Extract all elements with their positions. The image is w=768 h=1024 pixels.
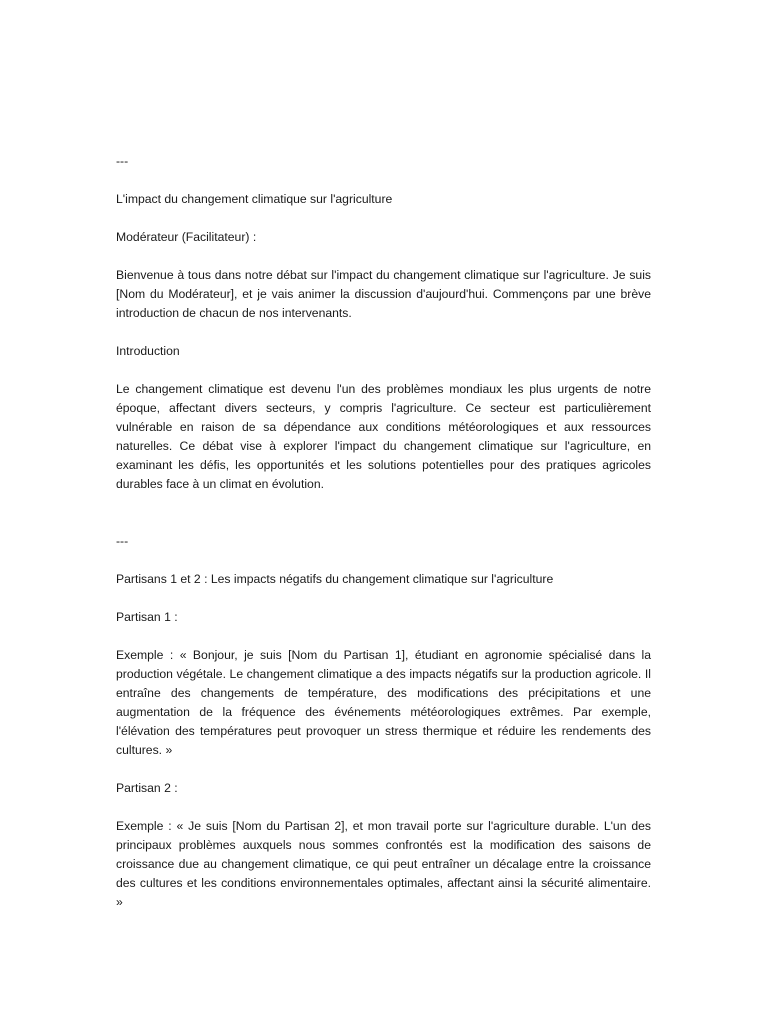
- partisan-2-heading: Partisan 2 :: [116, 781, 178, 795]
- partisan-1-heading: Partisan 1 :: [116, 610, 178, 624]
- document-title: L'impact du changement climatique sur l'agriculture: [116, 192, 393, 206]
- separator-2: ---: [116, 534, 129, 548]
- partisans-heading: Partisans 1 et 2 : Les impacts négatifs du changement climatique sur l'agriculture: [116, 572, 554, 586]
- moderator-heading: Modérateur (Facilitateur) :: [116, 230, 257, 244]
- separator-1: ---: [116, 154, 129, 168]
- welcome-paragraph: Bienvenue à tous dans notre débat sur l'impact du changement climatique sur l'agriculture. Je suis [Nom du Modérateur], et je vais animer la discussion d'aujourd'hui. Commençons par une brève introduction de chacun de nos intervenants.: [116, 268, 651, 320]
- document-page: [116, 152, 651, 912]
- introduction-paragraph: Le changement climatique est devenu l'un des problèmes mondiaux les plus urgents de notre époque, affectant divers secteurs, y compris l'agriculture. Ce secteur est particulièrement vulnérable en raison de sa dépendance aux conditions météorologiques et aux ressources naturelles. Ce débat vise à explorer l'impact du changement climatique sur l'agriculture, en examinant les défis, les opportunités et les solutions potentielles pour des pratiques agricoles durables face à un climat en évolution.: [116, 382, 651, 491]
- partisan-2-paragraph: Exemple : « Je suis [Nom du Partisan 2], et mon travail porte sur l'agriculture durable. L'un des principaux problèmes auxquels nous sommes confrontés est la modification des saisons de croissance due au changement climatique, ce qui peut entraîner un décalage entre la croissance des cultures et les conditions environnementales optimales, affectant ainsi la sécurité alimentaire. »: [116, 819, 651, 909]
- partisan-1-paragraph: Exemple : « Bonjour, je suis [Nom du Partisan 1], étudiant en agronomie spécialisé dans la production végétale. Le changement climatique a des impacts négatifs sur la production agricole. Il entraîne des changements de température, des modifications des précipitations et une augmentation de la fréquence des événements météorologiques extrêmes. Par exemple, l'élévation des températures peut provoquer un stress thermique et réduire les rendements des cultures. »: [116, 648, 651, 757]
- introduction-heading: Introduction: [116, 344, 180, 358]
